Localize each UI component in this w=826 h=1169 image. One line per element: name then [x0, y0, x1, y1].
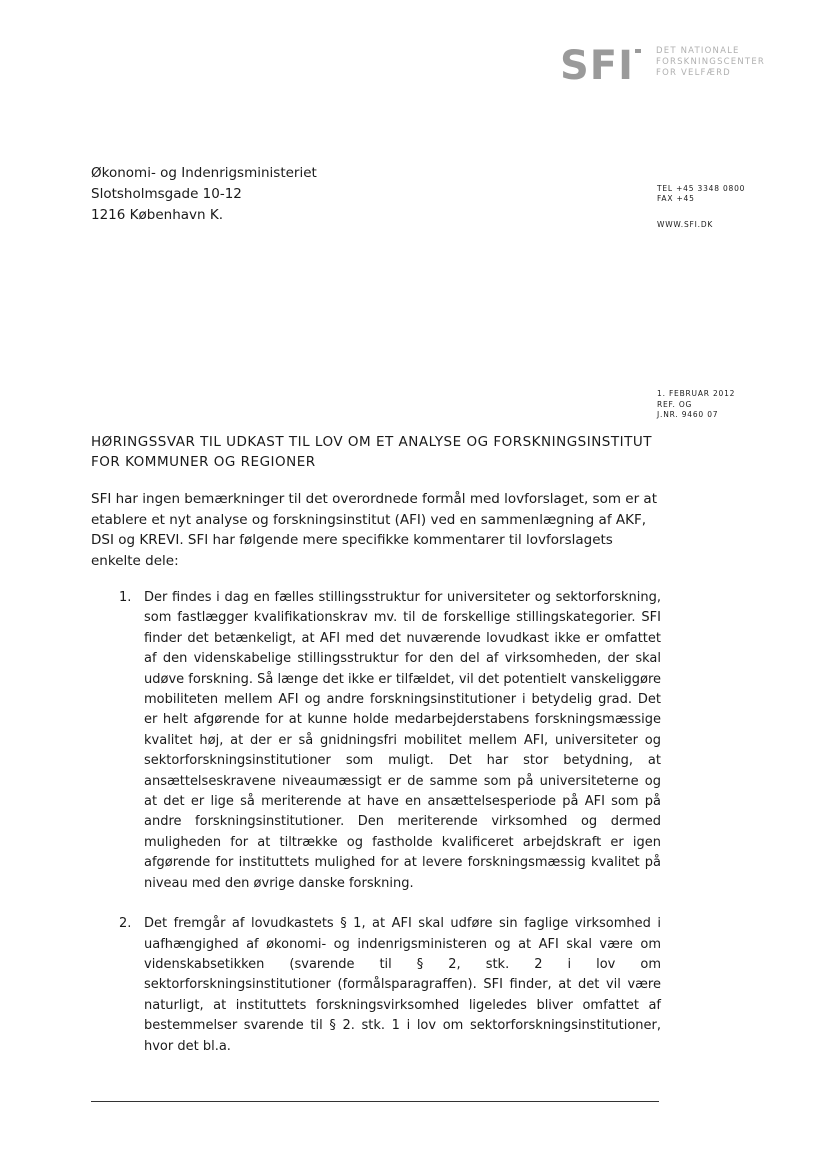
list-item-text: Det fremgår af lovudkastets § 1, at AFI skal udføre sin faglige virksomhed i uafhængighed af økonomi- og indenrigsministeren og at AFI skal være om videnskabsetikken (svarende til § 2, stk. 2 i lov om sektorforskningsinstitutioner (formålsparagraffen). SFI finder, at det vil være naturligt, at instituttets forskningsvirksomhed ligeledes bliver omfattet af bestemmelser svarende til § 2. stk. 1 i lov om sektorforskningsinstitutioner, hvor det bl.a. — [144, 916, 661, 1054]
logo-tagline-line: FOR VELFÆRD — [656, 68, 731, 78]
comment-list — [91, 588, 661, 1057]
contact-fax: FAX +45 — [657, 194, 695, 203]
letter-heading: HØRINGSSVAR TIL UDKAST TIL LOV OM ET ANALYSE OG FORSKNINGSINSTITUT FOR KOMMUNER OG REGIONER — [91, 434, 652, 470]
contact-website: WWW.SFI.DK — [657, 220, 714, 229]
recipient-address — [91, 163, 317, 226]
list-item-number: 1. — [119, 590, 132, 605]
recipient-city: 1216 København K. — [91, 207, 224, 223]
letter-ref: REF. OG — [657, 399, 693, 409]
logo-tagline — [656, 46, 765, 79]
letter-journal-number: J.NR. 9460 07 — [657, 410, 719, 419]
list-item — [91, 588, 661, 894]
logo-mark: SFI — [560, 43, 635, 89]
logo-tagline-line: DET NATIONALE — [656, 46, 740, 56]
contact-tel: TEL +45 3348 0800 — [657, 184, 746, 193]
letter-meta — [657, 389, 735, 421]
intro-paragraph: SFI har ingen bemærkninger til det overordnede formål med lovforslaget, som er at etablere et nyt analyse og forskningsinstitut (AFI) ved en sammenlægning af AKF, DSI og KREVI. SFI har følgende mere specifikke kommentarer til lovforslagets enkelte dele: — [91, 491, 657, 569]
logo-tagline-line: FORSKNINGSCENTER — [656, 57, 765, 67]
list-item — [91, 914, 661, 1057]
letter-date: 1. FEBRUAR 2012 — [657, 389, 736, 398]
sender-contact — [657, 184, 745, 230]
list-item-text: Der findes i dag en fælles stillingsstruktur for universiteter og sektorforskning, som fastlægger kvalifikationskrav mv. til de forskellige stillingskategorier. SFI finder det betænkeligt, at AFI med det nuværende lovudkast ikke er omfattet af den videnskabelige stillingsstruktur for den del af virksomheden, der skal udøve forskning. Så længe det ikke er tilfældet, vil det potentielt vanskeliggøre mobiliteten mellem AFI og andre forskningsinstitutioner i betydelig grad. Det er helt afgørende for at kunne holde medarbejderstabens forskningsmæssige kvalitet høj, at der er så gnidningsfri mobilitet mellem AFI, universiteter og sektorforskningsinstitutioner som muligt. Det har stor betydning, at ansættelseskravene niveaumæssigt er de samme som på universiteterne og at det er lige så meriterende at have en ansættelsesperiode på AFI som på andre forskningsinstitutioner. Den meriterende virksomhed og dermed muligheden for at tiltrække og fastholde kvalificeret arbejdskraft er igen afgørende for instituttets mulighed for at levere forskningsmæssig kvalitet på niveau med den øvrige danske forskning. — [144, 590, 661, 891]
list-item-number: 2. — [119, 916, 132, 932]
recipient-street: Slotsholmsgade 10-12 — [91, 186, 242, 202]
logo-dot — [635, 49, 641, 53]
recipient-name: Økonomi- og Indenrigsministeriet — [91, 165, 317, 181]
sfi-logo — [560, 44, 770, 94]
footer-divider — [91, 1101, 659, 1102]
